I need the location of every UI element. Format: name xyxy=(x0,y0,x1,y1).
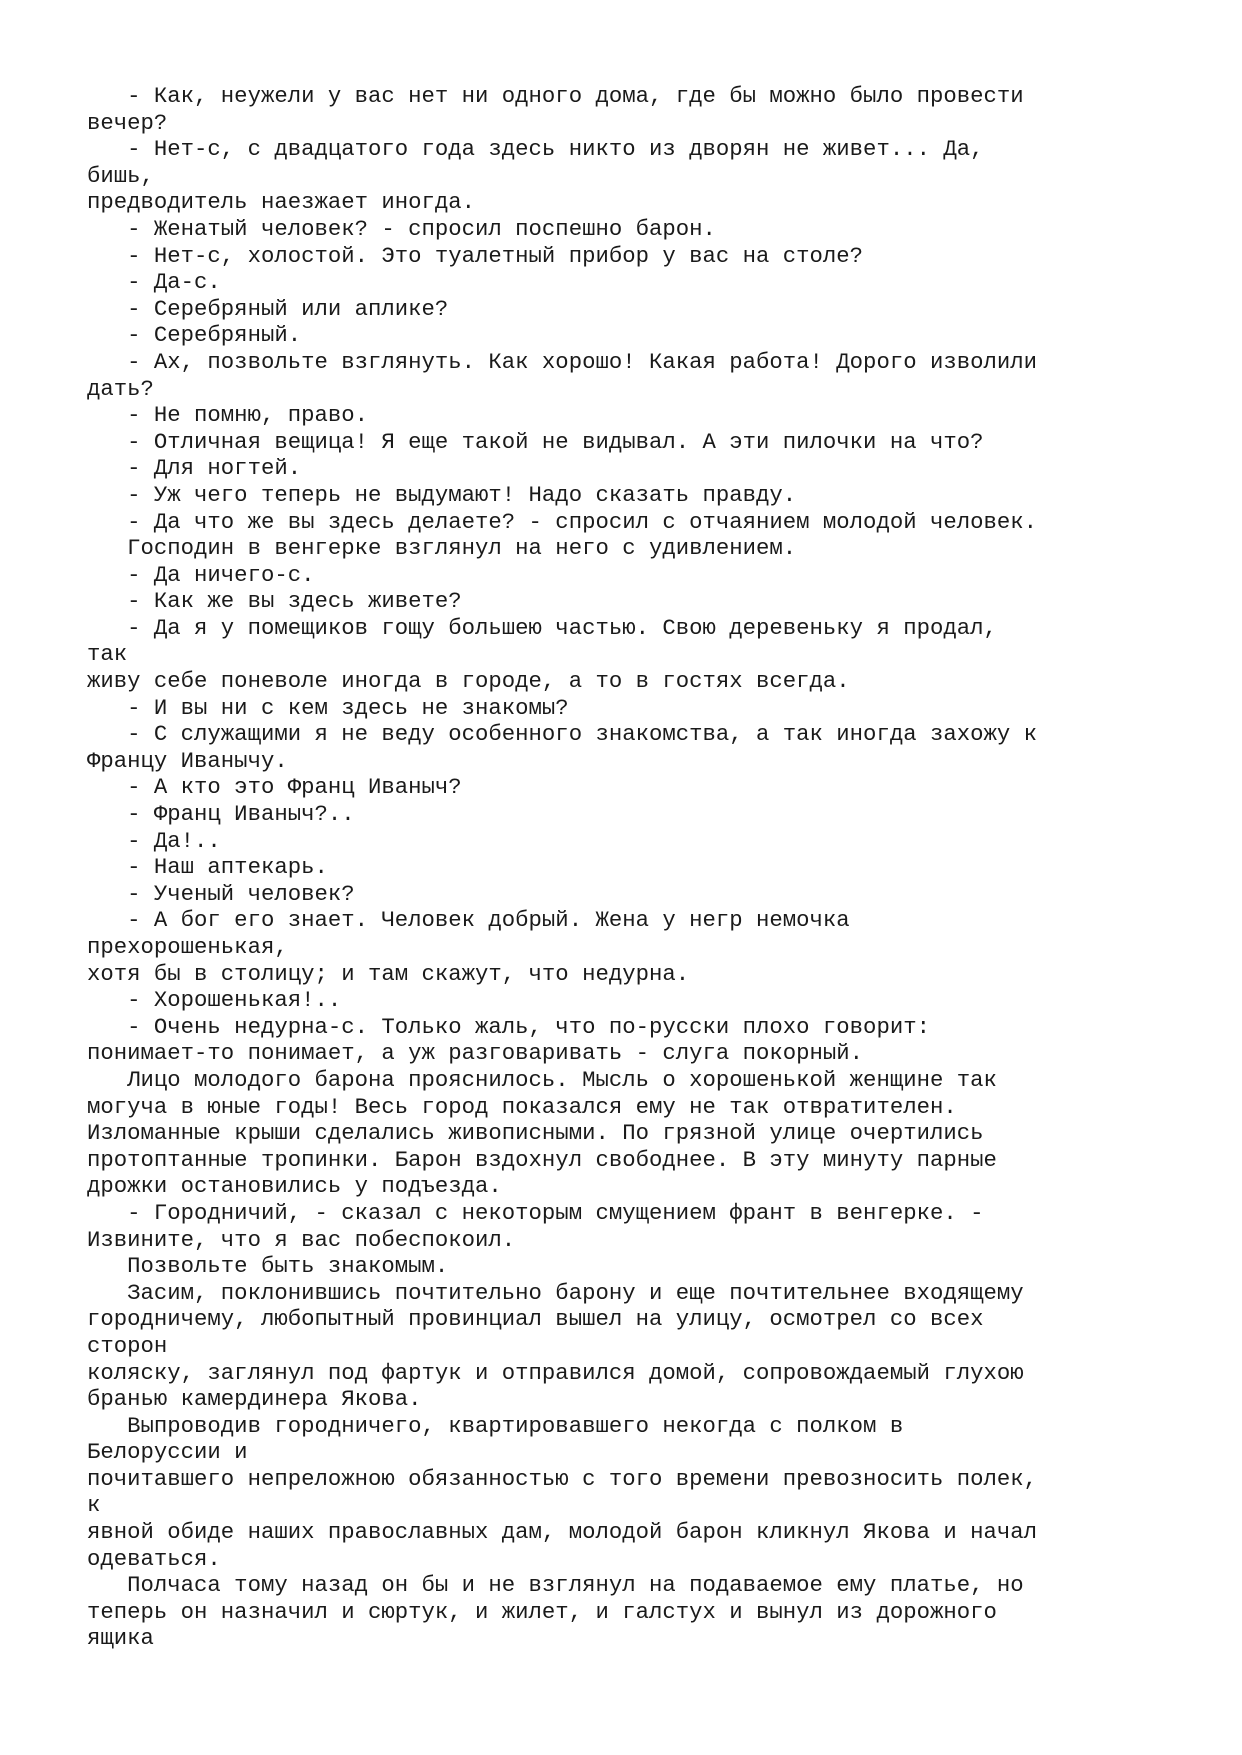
text-line: - Для ногтей. xyxy=(87,455,302,482)
text-line: - С служащими я не веду особенного знакомства, а так иногда захожу к xyxy=(87,721,1038,748)
text-line: - Ученый человек? xyxy=(87,880,355,907)
text-line: понимает-то понимает, а уж разговаривать - слуга покорный. xyxy=(87,1040,864,1067)
text-line: - Нет-с, с двадцатого года здесь никто из дворян не живет... Да, xyxy=(87,136,984,163)
text-line: - Очень недурна-с. Только жаль, что по-русски плохо говорит: xyxy=(87,1013,930,1040)
text-line: могуча в юные годы! Весь город показался ему не так отвратителен. xyxy=(87,1093,957,1120)
text-line: - Наш аптекарь. xyxy=(87,854,328,881)
text-line: Господин в венгерке взглянул на него с удивлением. xyxy=(87,535,797,562)
text-line: так xyxy=(87,641,128,668)
text-line: Засим, поклонившись почтительно барону и еще почтительнее входящему xyxy=(87,1279,1024,1306)
text-line: коляску, заглянул под фартук и отправился домой, сопровождаемый глухою xyxy=(87,1359,1024,1386)
text-line: вечер? xyxy=(87,109,168,136)
text-line: городничему, любопытный провинциал вышел на улицу, осмотрел со всех xyxy=(87,1306,984,1333)
text-line: - Да я у помещиков гощу большею частью. Свою деревеньку я продал, xyxy=(87,614,997,641)
text-line: Выпроводив городничего, квартировавшего некогда с полком в xyxy=(87,1412,904,1439)
text-line: почитавшего непреложною обязанностью с того времени превозносить полек, xyxy=(87,1465,1038,1492)
text-line: дать? xyxy=(87,375,154,402)
text-line: - Не помню, право. xyxy=(87,402,368,429)
text-line: ящика xyxy=(87,1625,154,1652)
text-line: протоптанные тропинки. Барон вздохнул свободнее. В эту минуту парные xyxy=(87,1146,997,1173)
text-line: теперь он назначил и сюртук, и жилет, и галстух и вынул из дорожного xyxy=(87,1598,997,1625)
text-line: к xyxy=(87,1492,101,1519)
text-line: хотя бы в столицу; и там скажут, что недурна. xyxy=(87,960,690,987)
text-line: Полчаса тому назад он бы и не взглянул на подаваемое ему платье, но xyxy=(87,1572,1024,1599)
text-line: - Как, неужели у вас нет ни одного дома, где бы можно было провести xyxy=(87,83,1024,109)
text-line: Лицо молодого барона прояснилось. Мысль о хорошенькой женщине так xyxy=(87,1066,997,1093)
text-line: явной обиде наших православных дам, молодой барон кликнул Якова и начал xyxy=(87,1519,1038,1546)
text-line: живу себе поневоле иногда в городе, а то в гостях всегда. xyxy=(87,668,850,695)
text-line: дрожки остановились у подъезда. xyxy=(87,1173,502,1200)
text-line: бишь, xyxy=(87,162,154,189)
text-line: прехорошенькая, xyxy=(87,934,288,960)
text-line: - Уж чего теперь не выдумают! Надо сказать правду. xyxy=(87,481,797,508)
text-line: - Да что же вы здесь делаете? - спросил с отчаянием молодой человек. xyxy=(87,508,1038,535)
text-line: - Ах, позвольте взглянуть. Как хорошо! Какая работа! Дорого изволили xyxy=(87,348,1038,375)
text-line: - Серебряный. xyxy=(87,322,302,349)
text-line: Францу Иванычу. xyxy=(87,747,288,774)
text-line: - Да-с. xyxy=(87,269,221,296)
text-line: - Франц Иваныч?.. xyxy=(87,801,355,828)
text-line: - Городничий, - сказал с некоторым смущением франт в венгерке. - xyxy=(87,1199,984,1226)
body-text xyxy=(87,83,1207,1652)
text-line: - И вы ни с кем здесь не знакомы? xyxy=(87,694,569,721)
text-line: - Нет-с, холостой. Это туалетный прибор у вас на столе? xyxy=(87,242,864,269)
text-line: - Хорошенькая!.. xyxy=(87,987,342,1014)
text-line: - А кто это Франц Иваныч? xyxy=(87,774,462,801)
text-line: - Женатый человек? - спросил поспешно барон. xyxy=(87,215,716,242)
text-line: предводитель наезжает иногда. xyxy=(87,189,476,216)
text-line: сторон xyxy=(87,1332,168,1359)
text-line: - Серебряный или аплике? xyxy=(87,295,449,322)
text-line: - Да!.. xyxy=(87,827,221,854)
text-line: - Отличная вещица! Я еще такой не видывал. А эти пилочки на что? xyxy=(87,428,984,455)
text-line: - Да ничего-с. xyxy=(87,561,315,588)
text-line: Позвольте быть знакомым. xyxy=(87,1253,449,1280)
text-line: Извините, что я вас побеспокоил. xyxy=(87,1226,516,1253)
text-line: Изломанные крыши сделались живописными. По грязной улице очертились xyxy=(87,1120,984,1147)
text-line: бранью камердинера Якова. xyxy=(87,1386,422,1413)
text-line: - Как же вы здесь живете? xyxy=(87,588,462,615)
text-line: Белоруссии и xyxy=(87,1439,248,1466)
text-line: - А бог его знает. Человек добрый. Жена у негр немочка xyxy=(87,907,850,934)
text-line: одеваться. xyxy=(87,1545,221,1572)
